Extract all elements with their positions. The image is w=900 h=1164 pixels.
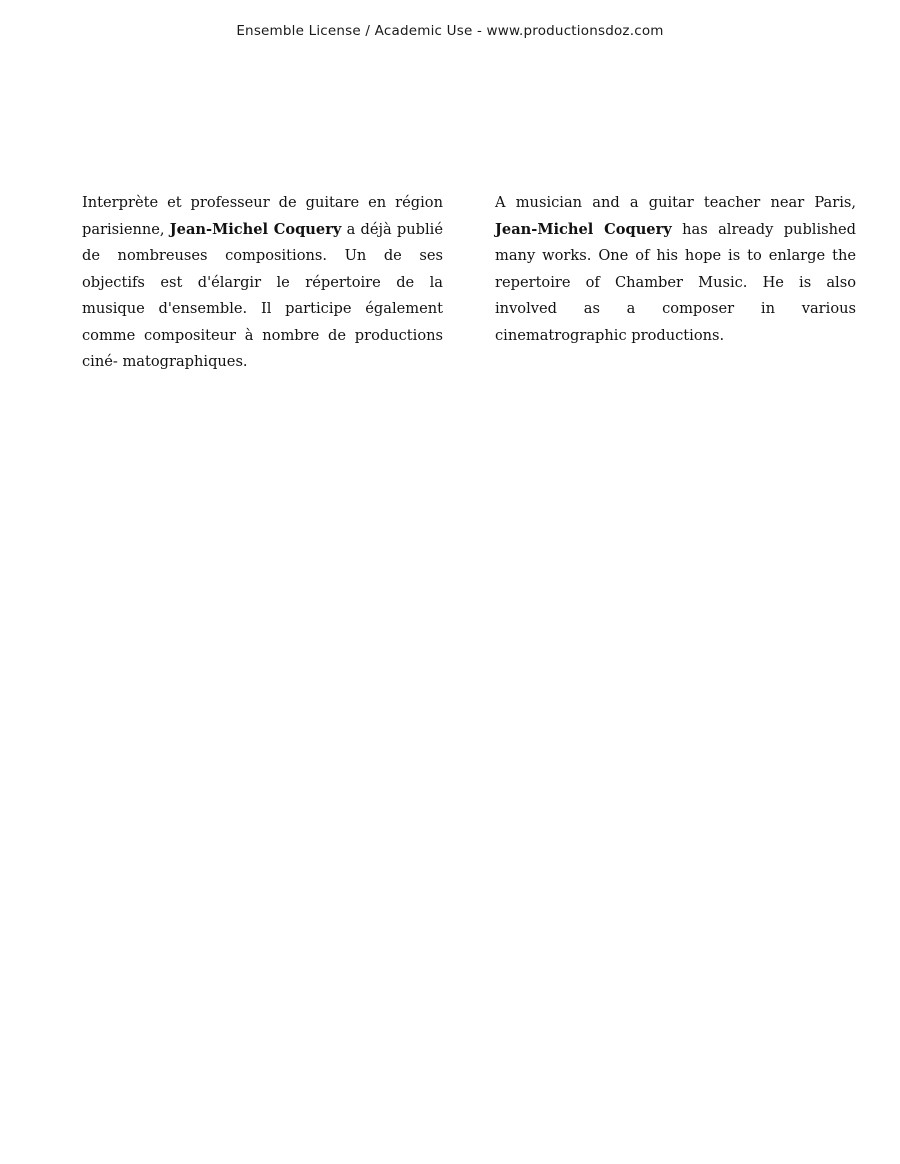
bio-en-composer-name: Jean-Michel Coquery	[495, 220, 672, 238]
biography-french	[82, 190, 443, 376]
bio-fr-intro: Interprète et professeur de guitare en région parisienne,	[82, 194, 443, 238]
bio-en-intro: A musician and a guitar teacher near Paris,	[495, 194, 856, 211]
biography-english	[495, 190, 856, 349]
bio-fr-composer-name: Jean-Michel Coquery	[169, 220, 342, 238]
bio-fr-body: a déjà publié de nombreuses compositions. Un de ses objectifs est d'élargir le répertoire de la musique d'ensemble. Il participe également comme compositeur à nombre de productions ciné- matographiques.	[82, 220, 443, 370]
bio-en-body: has already published many works. One of his hope is to enlarge the repertoire of Chamber Music. He is also involved as a composer in various cinematrographic productions.	[495, 220, 856, 344]
license-header: Ensemble License / Academic Use - www.productionsdoz.com	[236, 23, 664, 39]
